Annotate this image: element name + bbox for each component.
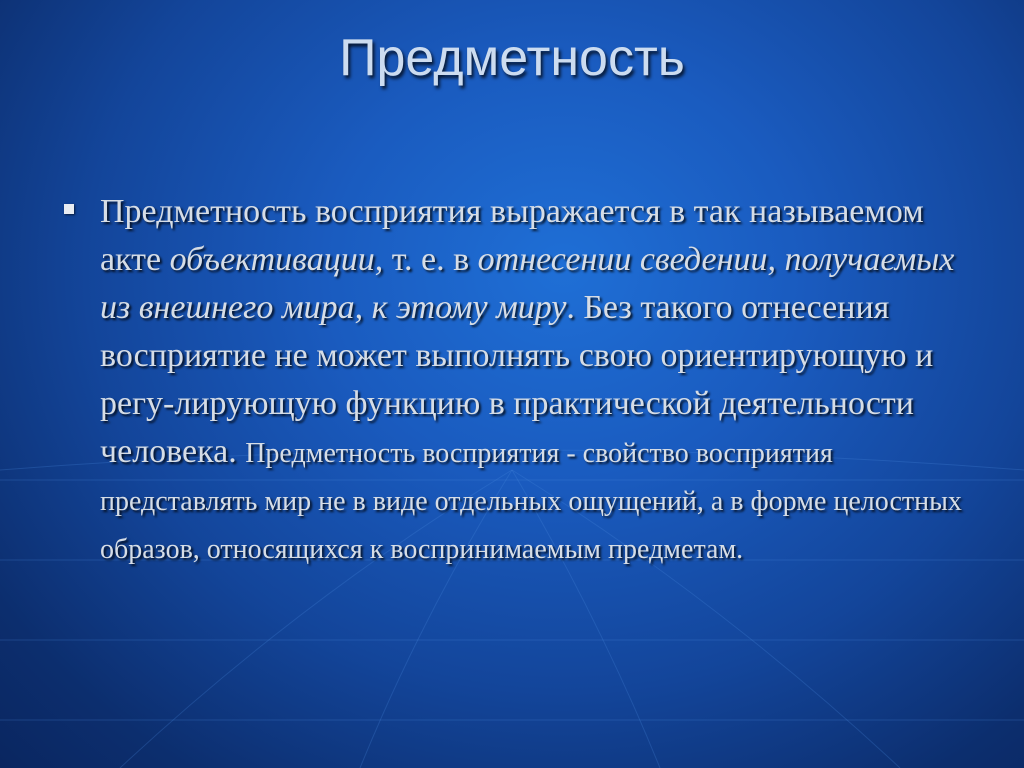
slide-title: Предметность [339,29,685,87]
bullet-text-italic-term: объективации, [169,241,384,278]
square-bullet-icon [64,204,74,214]
bullet-text-part: . Без такого отнесения восприятие не может выполнять свою ориентирующую и регу-лирующую функцию в практической деятельности человека. [100,289,934,470]
bullet-text-definition: Предметность восприятия - свойство восприятия представлять мир не в виде отдельных ощущений, а в форме целостных образов, относящихся к воспринимаемым предметам. [100,438,962,565]
bullet-text-part: т. е. в [383,241,478,278]
bullet-text-italic-phrase: отнесении сведении, получаемых из внешнего мира, к этому миру [100,241,955,326]
bullet-text-part: Предметность восприятия выражается в так называемом акте [100,193,924,278]
bullet-paragraph [100,188,980,572]
